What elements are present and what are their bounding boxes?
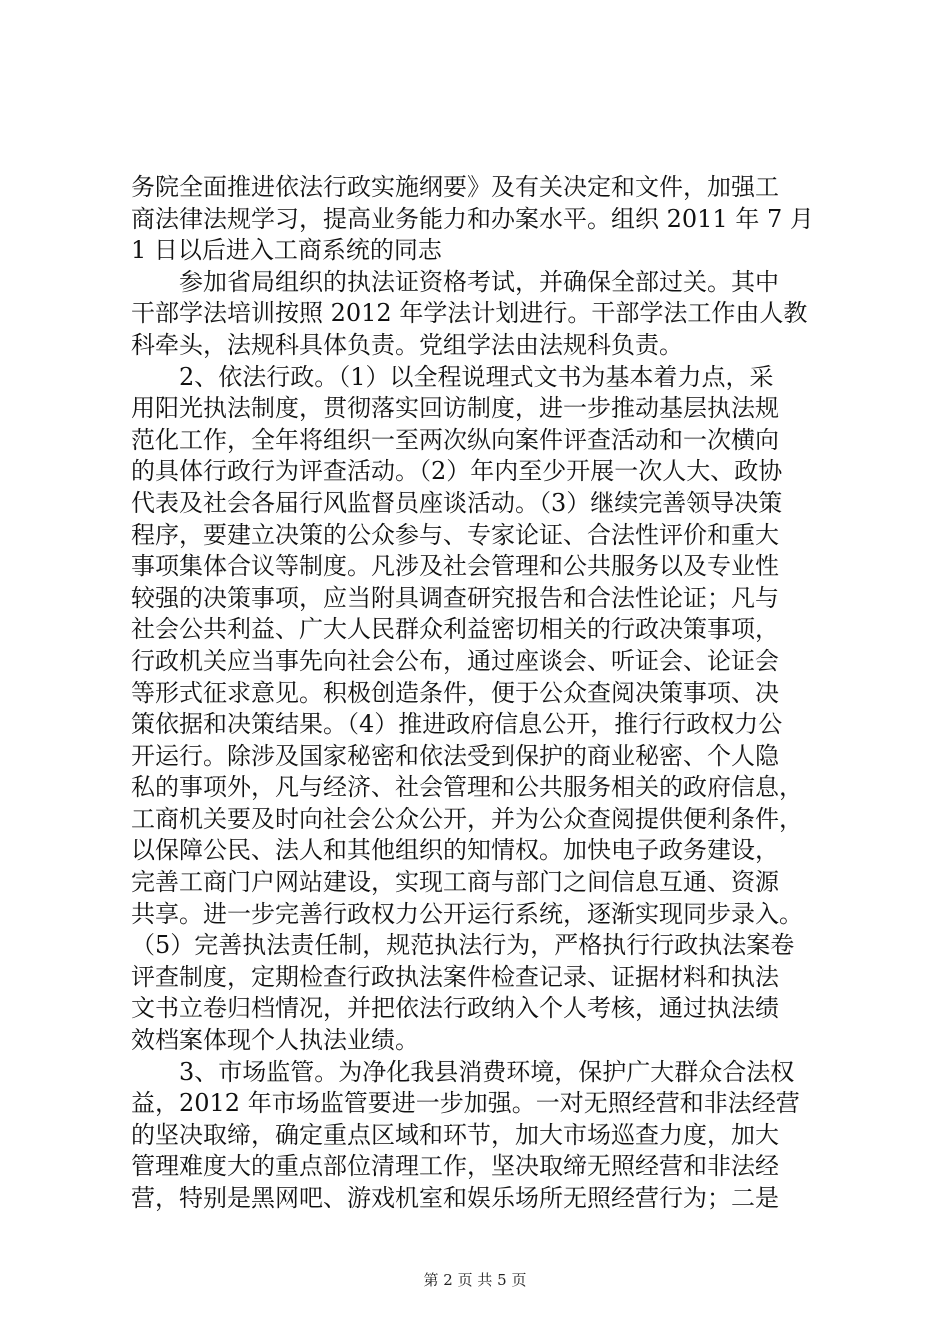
text-line: 1 日以后进入工商系统的同志 — [131, 236, 442, 265]
text-line: 代表及社会各届行风监督员座谈活动。（3）继续完善领导决策 — [131, 488, 783, 517]
page-number: 第 2 页 共 5 页 — [423, 1271, 527, 1289]
text-line: 用阳光执法制度，贯彻落实回访制度，进一步推动基层执法规 — [131, 394, 779, 423]
text-line: 较强的决策事项，应当附具调查研究报告和合法性论证；凡与 — [131, 583, 779, 612]
text-line: 策依据和决策结果。（4）推进政府信息公开，推行行政权力公 — [131, 710, 783, 739]
text-line: 程序，要建立决策的公众参与、专家论证、合法性评价和重大 — [131, 520, 779, 549]
text-line: 以保障公民、法人和其他组织的知情权。加快电子政务建设， — [131, 836, 779, 865]
text-line: 文书立卷归档情况，并把依法行政纳入个人考核，通过执法绩 — [131, 994, 779, 1023]
text-line: 管理难度大的重点部位清理工作，坚决取缔无照经营和非法经 — [131, 1152, 779, 1181]
text-line: 等形式征求意见。积极创造条件，便于公众查阅决策事项、决 — [131, 678, 779, 707]
page-footer — [0, 1270, 950, 1290]
text-line: 行政机关应当事先向社会公布，通过座谈会、听证会、论证会 — [131, 646, 779, 675]
text-line: 评查制度，定期检查行政执法案件检查记录、证据材料和执法 — [131, 962, 779, 991]
text-line: 的具体行政行为评查活动。（2）年内至少开展一次人大、政协 — [131, 457, 783, 486]
text-line: 科牵头，法规科具体负责。党组学法由法规科负责。 — [131, 330, 683, 359]
text-line: 2、依法行政。（1）以全程说理式文书为基本着力点，采 — [131, 362, 774, 391]
text-line: （5）完善执法责任制，规范执法行为，严格执行行政执法案卷 — [131, 931, 795, 960]
text-line: 效档案体现个人执法业绩。 — [131, 1026, 419, 1055]
text-line: 务院全面推进依法行政实施纲要》及有关决定和文件，加强工 — [131, 173, 779, 201]
text-line: 工商机关要及时向社会公众公开，并为公众查阅提供便利条件， — [131, 804, 803, 833]
text-line: 社会公共利益、广大人民群众利益密切相关的行政决策事项， — [131, 615, 779, 644]
text-line: 开运行。除涉及国家秘密和依法受到保护的商业秘密、个人隐 — [131, 741, 779, 770]
text-line: 共享。进一步完善行政权力公开运行系统，逐渐实现同步录入。 — [131, 899, 803, 928]
text-line: 商法律法规学习，提高业务能力和办案水平。组织 2011 年 7 月 — [131, 204, 814, 233]
text-line: 营，特别是黑网吧、游戏机室和娱乐场所无照经营行为；二是 — [131, 1184, 779, 1212]
text-line: 范化工作，全年将组织一至两次纵向案件评查活动和一次横向 — [131, 425, 779, 454]
text-line: 干部学法培训按照 2012 年学法计划进行。干部学法工作由人教 — [131, 299, 808, 328]
text-line: 事项集体合议等制度。凡涉及社会管理和公共服务以及专业性 — [131, 552, 779, 581]
text-line: 参加省局组织的执法证资格考试，并确保全部过关。其中 — [131, 267, 779, 296]
text-line: 的坚决取缔，确定重点区域和环节，加大市场巡查力度，加大 — [131, 1120, 779, 1149]
text-line: 私的事项外，凡与经济、社会管理和公共服务相关的政府信息， — [131, 773, 803, 802]
text-line: 完善工商门户网站建设，实现工商与部门之间信息互通、资源 — [131, 868, 779, 897]
text-line: 3、市场监管。为净化我县消费环境，保护广大群众合法权 — [131, 1057, 795, 1086]
text-line: 益，2012 年市场监管要进一步加强。一对无照经营和非法经营 — [131, 1089, 800, 1118]
document-body — [131, 172, 831, 1215]
